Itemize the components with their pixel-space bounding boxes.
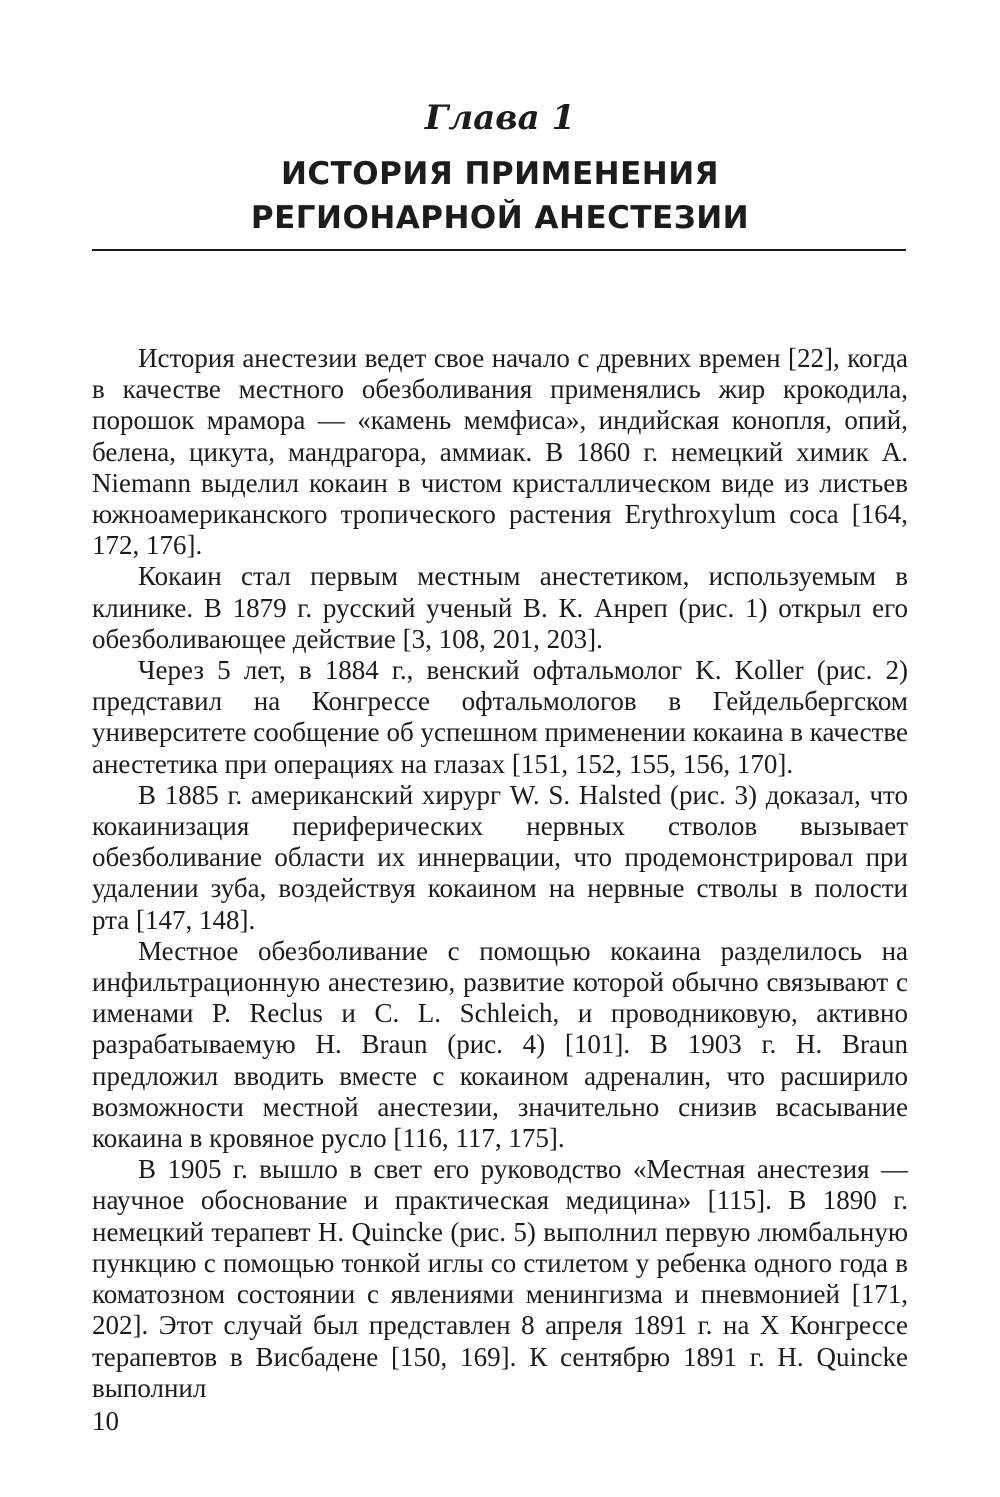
chapter-divider: [92, 249, 906, 251]
page-number: 10: [92, 1406, 119, 1436]
paragraph: История анестезии ведет свое начало с древних времен [22], когда в качестве местного обезболивания применялись жир крокодила, порошок мрамора — «камень мемфиса», индийская конопля, опий, белена, цикута, мандрагора, аммиак. В 1860 г. немецкий химик A. Niemann выделил кокаин в чистом кристаллическом виде из листьев южноамериканского тропического растения Erythroxylum coca [164, 172, 176].: [92, 343, 908, 561]
chapter-title: [0, 152, 1000, 240]
paragraph: Через 5 лет, в 1884 г., венский офтальмолог K. Koller (рис. 2) представил на Конгрессе офтальмологов в Гейдельбергском университете сообщение об успешном применении кокаина в качестве анестетика при операциях на глазах [151, 152, 155, 156, 170].: [92, 655, 908, 779]
paragraph: В 1885 г. американский хирург W. S. Halsted (рис. 3) доказал, что кокаинизация периферических нервных стволов вызывает обезболивание области их иннервации, что продемонстрировал при удалении зуба, воздействуя кокаином на нервные стволы в полости рта [147, 148].: [92, 779, 908, 935]
chapter-label: Глава 1: [424, 98, 576, 138]
chapter-title-line-2: РЕГИОНАРНОЙ АНЕСТЕЗИИ: [250, 200, 750, 236]
paragraph: Кокаин стал первым местным анестетиком, используемым в клинике. В 1879 г. русский ученый В. К. Анреп (рис. 1) открыл его обезболивающее действие [3, 108, 201, 203].: [92, 561, 908, 654]
chapter-title-line-1: ИСТОРИЯ ПРИМЕНЕНИЯ: [280, 156, 720, 192]
paragraph: Местное обезболивание с помощью кокаина разделилось на инфильтрационную анестезию, развитие которой обычно связывают с именами P. Reclus и C. L. Schleich, и проводниковую, активно разрабатываемую H. Braun (рис. 4) [101]. В 1903 г. H. Braun предложил вводить вместе с кокаином адреналин, что расширило возможности местной анестезии, значительно снизив всасывание кокаина в кровяное русло [116, 117, 175].: [92, 935, 908, 1154]
body-text: [92, 343, 908, 1404]
paragraph: В 1905 г. вышло в свет его руководство «Местная анестезия — научное обоснование и практическая медицина» [115]. В 1890 г. немецкий терапевт H. Quincke (рис. 5) выполнил первую люмбальную пункцию с помощью тонкой иглы со стилетом у ребенка одного года в коматозном состоянии с явлениями менингизма и пневмонией [171, 202]. Этот случай был представлен 8 апреля 1891 г. на X Конгрессе терапевтов в Висбадене [150, 169]. К сентябрю 1891 г. H. Quincke выполнил: [92, 1154, 908, 1403]
